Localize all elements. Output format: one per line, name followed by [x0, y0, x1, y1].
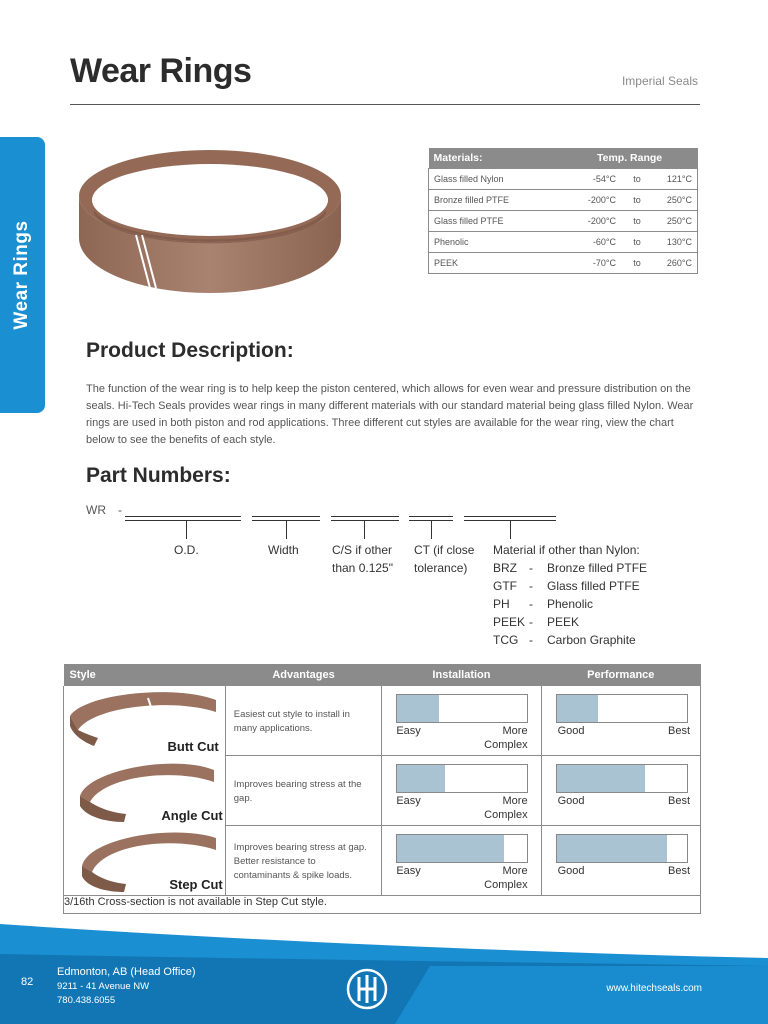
- temp-min: -70°C: [562, 253, 621, 274]
- materials-header: Materials:: [429, 148, 562, 169]
- advantage-cell: [225, 686, 382, 756]
- bar-fill: [397, 835, 504, 862]
- material-sep: -: [529, 579, 533, 593]
- style-cell: [64, 826, 226, 896]
- material-code: TCG: [493, 633, 519, 647]
- performance-bar: [556, 694, 688, 723]
- scale-complex: Complex: [484, 879, 528, 891]
- temp-range-header: Temp. Range: [562, 148, 698, 169]
- material-sep: -: [529, 633, 533, 647]
- company-logo-icon: [345, 967, 389, 1011]
- temp-max: 130°C: [653, 232, 698, 253]
- list-item: [493, 577, 647, 595]
- installation-header: Installation: [382, 664, 541, 686]
- temp-min: -54°C: [562, 169, 621, 190]
- scale-easy: Easy: [396, 865, 421, 877]
- scale-best: Best: [667, 795, 690, 807]
- part-numbers-heading: Part Numbers:: [86, 464, 231, 487]
- ct-label-1: CT (if close: [414, 543, 475, 557]
- scale-complex: Complex: [484, 739, 528, 751]
- scale-easy: Easy: [396, 725, 421, 737]
- table-row: [429, 253, 698, 274]
- scale-easy: Easy: [396, 795, 421, 807]
- style-cell: [64, 756, 226, 826]
- scale-good: Good: [557, 865, 585, 877]
- scale-good: Good: [557, 795, 585, 807]
- table-row: [429, 232, 698, 253]
- material-cell: Glass filled Nylon: [429, 169, 562, 190]
- table-row: [64, 686, 701, 756]
- performance-header: Performance: [541, 664, 700, 686]
- advantage-cell: [225, 826, 382, 896]
- advantage-text: Improves bearing stress at gap. Better resistance to contaminants & spike loads.: [233, 842, 367, 881]
- material-code: BRZ: [493, 561, 517, 575]
- list-item: [493, 613, 647, 631]
- material-code: PEEK: [493, 615, 526, 629]
- bar-fill: [397, 695, 439, 722]
- product-description-text: The function of the wear ring is to help keep the piston centered, which allows for even wear and pressure distribution on the seals. Hi-Tech Seals provides wear rings in many different materials with our standard material being glass filled Nylon. Wear rings are used in both piston and rod applications. Three different cut styles are available for the wear ring, view the chart below to see the benefits of each style.: [86, 383, 694, 446]
- office-phone: 780.438.6055: [57, 995, 116, 1006]
- scale-more: More: [502, 865, 528, 877]
- list-item: [493, 631, 647, 649]
- list-item: [493, 559, 647, 577]
- bar-fill: [557, 765, 645, 792]
- scale-more-complex: [484, 724, 527, 752]
- scale-more-complex: [484, 864, 527, 892]
- performance-cell: [541, 756, 700, 826]
- installation-bar: [396, 694, 528, 723]
- material-sep: -: [529, 615, 533, 629]
- list-item: [493, 595, 647, 613]
- cs-label-2: than 0.125": [332, 561, 393, 575]
- scale-complex: Complex: [484, 809, 528, 821]
- installation-cell: [382, 826, 541, 896]
- advantage-text: Easiest cut style to install in many applications.: [233, 709, 350, 734]
- materials-table: [428, 148, 698, 274]
- cs-label-1: C/S if other: [332, 543, 393, 557]
- page-number: 82: [21, 976, 34, 988]
- scale-more-complex: [484, 794, 527, 822]
- scale-more: More: [502, 725, 528, 737]
- installation-bar: [396, 764, 528, 793]
- temp-min: -200°C: [562, 190, 621, 211]
- material-cell: Phenolic: [429, 232, 562, 253]
- material-code-list: [493, 559, 647, 649]
- bar-fill: [557, 835, 668, 862]
- width-label: Width: [268, 543, 299, 557]
- table-row: [429, 169, 698, 190]
- temp-max: 121°C: [653, 169, 698, 190]
- material-label: Material if other than Nylon:: [493, 543, 640, 557]
- performance-cell: [541, 826, 700, 896]
- temp-to: to: [621, 169, 653, 190]
- material-sep: -: [529, 561, 533, 575]
- temp-to: to: [621, 211, 653, 232]
- temp-max: 260°C: [653, 253, 698, 274]
- performance-cell: [541, 686, 700, 756]
- material-name: Carbon Graphite: [547, 633, 636, 647]
- performance-bar: [556, 764, 688, 793]
- style-name: Angle Cut: [161, 807, 223, 823]
- bar-fill: [557, 695, 599, 722]
- scale-good: Good: [557, 725, 585, 737]
- page-title: Wear Rings: [70, 52, 252, 90]
- temp-min: -60°C: [562, 232, 621, 253]
- table-row: [64, 756, 701, 826]
- temp-min: -200°C: [562, 211, 621, 232]
- scale-best: Best: [667, 725, 690, 737]
- office-address: 9211 - 41 Avenue NW: [57, 981, 150, 992]
- temp-to: to: [621, 253, 653, 274]
- style-name: Butt Cut: [167, 738, 219, 754]
- scale-more: More: [502, 795, 528, 807]
- side-tab: [0, 137, 45, 413]
- material-name: Bronze filled PTFE: [547, 561, 648, 575]
- installation-cell: [382, 756, 541, 826]
- installation-bar: [396, 834, 528, 863]
- scale-best: Best: [667, 865, 690, 877]
- part-prefix: WR: [86, 503, 106, 517]
- temp-to: to: [621, 190, 653, 211]
- bar-fill: [397, 765, 445, 792]
- material-sep: -: [529, 597, 533, 611]
- installation-cell: [382, 686, 541, 756]
- side-tab-label: Wear Rings: [11, 220, 32, 330]
- advantages-header: Advantages: [225, 664, 382, 686]
- material-name: Glass filled PTFE: [547, 579, 640, 593]
- brand-name: Imperial Seals: [621, 74, 698, 88]
- material-cell: Bronze filled PTFE: [429, 190, 562, 211]
- style-header: Style: [64, 664, 226, 686]
- material-code: PH: [493, 597, 510, 611]
- temp-to: to: [621, 232, 653, 253]
- header-divider: [70, 104, 700, 105]
- material-cell: Glass filled PTFE: [429, 211, 562, 232]
- performance-bar: [556, 834, 688, 863]
- od-label: O.D.: [174, 543, 199, 557]
- product-description-heading: Product Description:: [86, 339, 294, 362]
- ct-label-2: tolerance): [414, 561, 468, 575]
- material-code: GTF: [493, 579, 517, 593]
- part-dash: -: [118, 503, 122, 517]
- wear-ring-image: [76, 138, 346, 298]
- website-link[interactable]: www.hitechseals.com: [606, 983, 702, 994]
- table-row: [429, 211, 698, 232]
- table-row: [64, 826, 701, 896]
- material-name: Phenolic: [547, 597, 594, 611]
- temp-max: 250°C: [653, 190, 698, 211]
- style-table: [63, 664, 701, 914]
- advantage-cell: [225, 756, 382, 826]
- office-name: Edmonton, AB (Head Office): [57, 966, 196, 978]
- material-cell: PEEK: [429, 253, 562, 274]
- style-note: 3/16th Cross-section is not available in Step Cut style.: [64, 896, 701, 914]
- advantage-text: Improves bearing stress at the gap.: [233, 779, 362, 804]
- material-name: PEEK: [547, 615, 580, 629]
- temp-max: 250°C: [653, 211, 698, 232]
- style-cell: [64, 686, 226, 756]
- style-name: Step Cut: [169, 877, 223, 892]
- table-row: [429, 190, 698, 211]
